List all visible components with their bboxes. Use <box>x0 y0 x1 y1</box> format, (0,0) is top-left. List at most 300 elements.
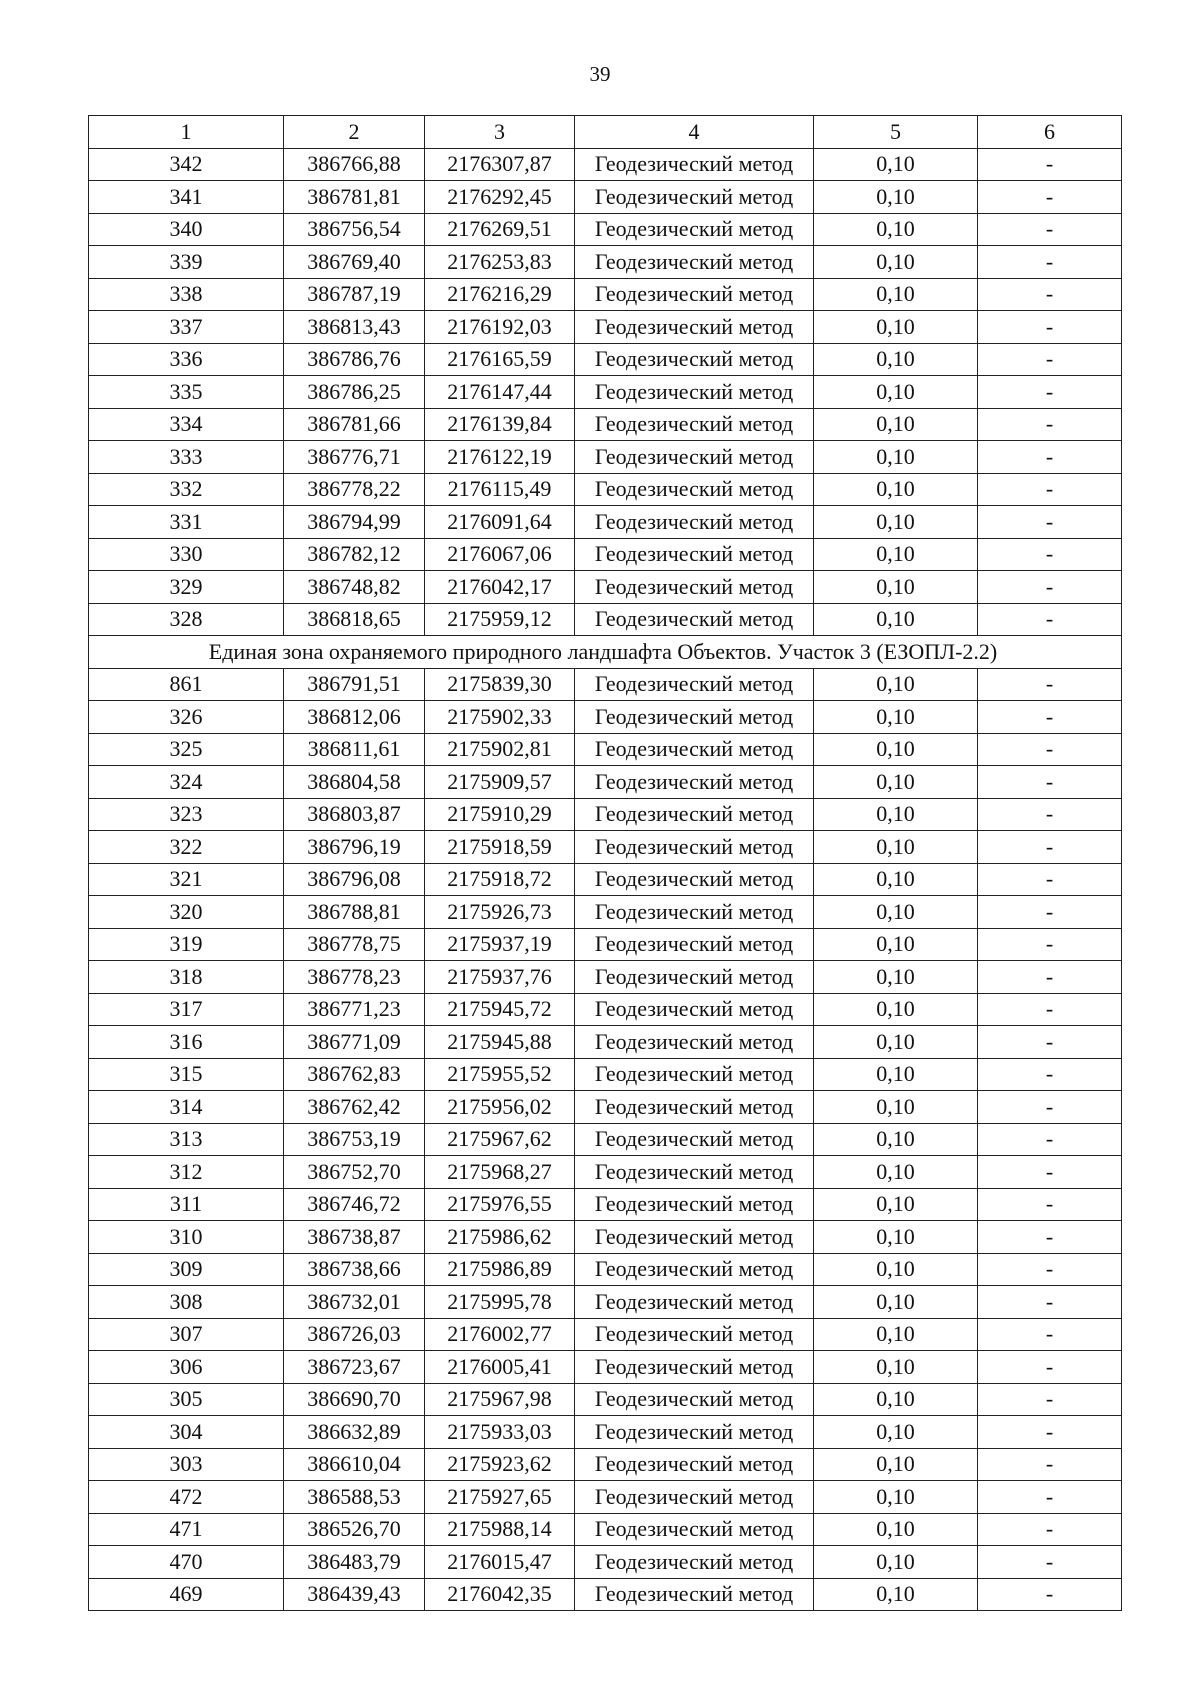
table-cell: 0,10 <box>814 831 978 864</box>
table-cell: 321 <box>89 863 284 896</box>
table-cell: 2175909,57 <box>425 766 575 799</box>
table-cell: 0,10 <box>814 863 978 896</box>
table-cell: 322 <box>89 831 284 864</box>
table-cell: 2176292,45 <box>425 181 575 214</box>
table-cell: 2176216,29 <box>425 278 575 311</box>
table-cell: - <box>978 863 1122 896</box>
table-cell: 319 <box>89 928 284 961</box>
table-cell: - <box>978 993 1122 1026</box>
table-row <box>89 733 1122 766</box>
table-row <box>89 246 1122 279</box>
table-cell: Геодезический метод <box>575 473 814 506</box>
table-cell: - <box>978 1156 1122 1189</box>
table-row <box>89 181 1122 214</box>
table-cell: 386804,58 <box>284 766 425 799</box>
table-cell: 2175918,72 <box>425 863 575 896</box>
table-cell: Геодезический метод <box>575 1026 814 1059</box>
table-cell: 386788,81 <box>284 896 425 929</box>
column-header: 4 <box>575 116 814 149</box>
table-cell: 0,10 <box>814 1091 978 1124</box>
table-cell: Геодезический метод <box>575 1383 814 1416</box>
table-cell: 386610,04 <box>284 1448 425 1481</box>
table-cell: 0,10 <box>814 668 978 701</box>
table-cell: - <box>978 1253 1122 1286</box>
table-cell: Геодезический метод <box>575 1578 814 1611</box>
table-cell: 0,10 <box>814 993 978 1026</box>
table-cell: 305 <box>89 1383 284 1416</box>
table-cell: Геодезический метод <box>575 928 814 961</box>
column-header: 2 <box>284 116 425 149</box>
table-cell: 469 <box>89 1578 284 1611</box>
table-cell: 386803,87 <box>284 798 425 831</box>
table-cell: 0,10 <box>814 148 978 181</box>
table-cell: 2175956,02 <box>425 1091 575 1124</box>
table-row <box>89 896 1122 929</box>
table-cell: 0,10 <box>814 1448 978 1481</box>
table-cell: 0,10 <box>814 1286 978 1319</box>
table-cell: 342 <box>89 148 284 181</box>
table-cell: 0,10 <box>814 278 978 311</box>
table-cell: Геодезический метод <box>575 1221 814 1254</box>
table-cell: 311 <box>89 1188 284 1221</box>
table-cell: Геодезический метод <box>575 1318 814 1351</box>
table-cell: 386762,83 <box>284 1058 425 1091</box>
table-cell: 0,10 <box>814 213 978 246</box>
coordinates-table <box>88 115 1122 1611</box>
table-cell: 0,10 <box>814 408 978 441</box>
table-cell: 386771,23 <box>284 993 425 1026</box>
table-cell: 386778,22 <box>284 473 425 506</box>
table-cell: 386732,01 <box>284 1286 425 1319</box>
table-cell: 2176042,35 <box>425 1578 575 1611</box>
table-cell: 386738,66 <box>284 1253 425 1286</box>
table-cell: Геодезический метод <box>575 1123 814 1156</box>
table-row <box>89 1123 1122 1156</box>
table-cell: 2176307,87 <box>425 148 575 181</box>
table-cell: - <box>978 1513 1122 1546</box>
table-cell: 386781,66 <box>284 408 425 441</box>
table-cell: 332 <box>89 473 284 506</box>
table-cell: 337 <box>89 311 284 344</box>
table-cell: 386690,70 <box>284 1383 425 1416</box>
table-body-after-section <box>89 668 1122 1611</box>
table-cell: 341 <box>89 181 284 214</box>
table-cell: 0,10 <box>814 1058 978 1091</box>
table-cell: 386769,40 <box>284 246 425 279</box>
table-cell: 0,10 <box>814 766 978 799</box>
table-cell: - <box>978 896 1122 929</box>
table-cell: 2176015,47 <box>425 1546 575 1579</box>
table-cell: 307 <box>89 1318 284 1351</box>
table-row <box>89 538 1122 571</box>
table-cell: - <box>978 961 1122 994</box>
table-cell: 339 <box>89 246 284 279</box>
table-cell: 386483,79 <box>284 1546 425 1579</box>
table-cell: 320 <box>89 896 284 929</box>
table-cell: 386818,65 <box>284 603 425 636</box>
table-row <box>89 148 1122 181</box>
table-cell: 386439,43 <box>284 1578 425 1611</box>
table-cell: 386786,76 <box>284 343 425 376</box>
table-cell: 2176005,41 <box>425 1351 575 1384</box>
table-cell: 0,10 <box>814 441 978 474</box>
table-cell: 386748,82 <box>284 571 425 604</box>
table-cell: 0,10 <box>814 928 978 961</box>
table-cell: 0,10 <box>814 1318 978 1351</box>
page-number: 39 <box>589 62 611 86</box>
table-cell: 2176147,44 <box>425 376 575 409</box>
table-row <box>89 1513 1122 1546</box>
table-row <box>89 311 1122 344</box>
table-cell: - <box>978 1351 1122 1384</box>
table-cell: Геодезический метод <box>575 993 814 1026</box>
table-cell: 0,10 <box>814 311 978 344</box>
column-header: 3 <box>425 116 575 149</box>
table-cell: - <box>978 571 1122 604</box>
table-row <box>89 668 1122 701</box>
table-row <box>89 213 1122 246</box>
table-cell: Геодезический метод <box>575 1156 814 1189</box>
table-cell: - <box>978 311 1122 344</box>
table-cell: Геодезический метод <box>575 766 814 799</box>
table-cell: 325 <box>89 733 284 766</box>
table-cell: 0,10 <box>814 1123 978 1156</box>
table-cell: Геодезический метод <box>575 148 814 181</box>
table-cell: 0,10 <box>814 798 978 831</box>
table-cell: 0,10 <box>814 571 978 604</box>
column-header: 5 <box>814 116 978 149</box>
table-cell: 2176042,17 <box>425 571 575 604</box>
table-cell: Геодезический метод <box>575 246 814 279</box>
table-cell: 306 <box>89 1351 284 1384</box>
table-cell: - <box>978 538 1122 571</box>
table-cell: - <box>978 1286 1122 1319</box>
table-cell: Геодезический метод <box>575 603 814 636</box>
table-row <box>89 1091 1122 1124</box>
table-cell: - <box>978 831 1122 864</box>
table-cell: 2175926,73 <box>425 896 575 929</box>
table-cell: 386762,42 <box>284 1091 425 1124</box>
table-row <box>89 1546 1122 1579</box>
table-row <box>89 603 1122 636</box>
table-cell: - <box>978 1221 1122 1254</box>
table-cell: 316 <box>89 1026 284 1059</box>
table-cell: 2176253,83 <box>425 246 575 279</box>
table-cell: 386811,61 <box>284 733 425 766</box>
table-cell: 386723,67 <box>284 1351 425 1384</box>
table-row <box>89 1578 1122 1611</box>
table-row <box>89 441 1122 474</box>
table-cell: - <box>978 1058 1122 1091</box>
table-cell: - <box>978 148 1122 181</box>
table-cell: Геодезический метод <box>575 1058 814 1091</box>
table-cell: - <box>978 1026 1122 1059</box>
table-cell: 0,10 <box>814 701 978 734</box>
table-cell: 386787,19 <box>284 278 425 311</box>
table-cell: 313 <box>89 1123 284 1156</box>
table-cell: 0,10 <box>814 343 978 376</box>
table-row <box>89 961 1122 994</box>
table-cell: 0,10 <box>814 1026 978 1059</box>
table-cell: 2176165,59 <box>425 343 575 376</box>
table-cell: 386794,99 <box>284 506 425 539</box>
table-cell: Геодезический метод <box>575 1188 814 1221</box>
table-cell: 386796,19 <box>284 831 425 864</box>
table-cell: Геодезический метод <box>575 376 814 409</box>
table-cell: Геодезический метод <box>575 733 814 766</box>
table-cell: 312 <box>89 1156 284 1189</box>
table-cell: 0,10 <box>814 896 978 929</box>
table-cell: 310 <box>89 1221 284 1254</box>
table-cell: 471 <box>89 1513 284 1546</box>
table-cell: 861 <box>89 668 284 701</box>
table-cell: 314 <box>89 1091 284 1124</box>
table-cell: 386791,51 <box>284 668 425 701</box>
table-cell: - <box>978 1091 1122 1124</box>
table-cell: 386813,43 <box>284 311 425 344</box>
table-cell: Геодезический метод <box>575 311 814 344</box>
table-cell: 2176067,06 <box>425 538 575 571</box>
table-cell: 2175937,76 <box>425 961 575 994</box>
table-cell: 0,10 <box>814 1513 978 1546</box>
table-row <box>89 408 1122 441</box>
table-cell: 304 <box>89 1416 284 1449</box>
table-cell: 386746,72 <box>284 1188 425 1221</box>
table-row <box>89 798 1122 831</box>
table-cell: Геодезический метод <box>575 1546 814 1579</box>
table-cell: 386778,23 <box>284 961 425 994</box>
table-cell: 0,10 <box>814 1221 978 1254</box>
table-cell: 340 <box>89 213 284 246</box>
table-cell: Геодезический метод <box>575 1091 814 1124</box>
table-row <box>89 928 1122 961</box>
table-cell: - <box>978 733 1122 766</box>
table-cell: 386812,06 <box>284 701 425 734</box>
table-row <box>89 766 1122 799</box>
table-cell: 0,10 <box>814 1481 978 1514</box>
table-row <box>89 863 1122 896</box>
table-cell: 2176192,03 <box>425 311 575 344</box>
table-cell: - <box>978 1383 1122 1416</box>
table-cell: 386782,12 <box>284 538 425 571</box>
table-cell: 0,10 <box>814 1253 978 1286</box>
table-row <box>89 571 1122 604</box>
table-cell: - <box>978 603 1122 636</box>
table-cell: 329 <box>89 571 284 604</box>
table-row <box>89 1448 1122 1481</box>
table-cell: Геодезический метод <box>575 408 814 441</box>
table-cell: 2175986,89 <box>425 1253 575 1286</box>
table-cell: 2176269,51 <box>425 213 575 246</box>
table-cell: 0,10 <box>814 1351 978 1384</box>
table-cell: 0,10 <box>814 603 978 636</box>
table-cell: - <box>978 766 1122 799</box>
table-cell: - <box>978 246 1122 279</box>
table-cell: Геодезический метод <box>575 1416 814 1449</box>
table-cell: - <box>978 1188 1122 1221</box>
table-cell: 2175839,30 <box>425 668 575 701</box>
table-cell: Геодезический метод <box>575 896 814 929</box>
table-cell: 2175967,98 <box>425 1383 575 1416</box>
table-cell: 0,10 <box>814 181 978 214</box>
table-cell: Геодезический метод <box>575 571 814 604</box>
table-cell: - <box>978 928 1122 961</box>
table-cell: 2175918,59 <box>425 831 575 864</box>
table-cell: 386588,53 <box>284 1481 425 1514</box>
table-cell: Геодезический метод <box>575 701 814 734</box>
table-cell: - <box>978 701 1122 734</box>
table-cell: - <box>978 506 1122 539</box>
table-cell: 334 <box>89 408 284 441</box>
table-cell: 2176122,19 <box>425 441 575 474</box>
table-cell: Геодезический метод <box>575 1286 814 1319</box>
table-cell: 2175945,72 <box>425 993 575 1026</box>
table-cell: 2175986,62 <box>425 1221 575 1254</box>
table-cell: Геодезический метод <box>575 831 814 864</box>
table-cell: 470 <box>89 1546 284 1579</box>
table-row <box>89 1286 1122 1319</box>
table-row <box>89 506 1122 539</box>
table-cell: 386753,19 <box>284 1123 425 1156</box>
table-row <box>89 1221 1122 1254</box>
table-cell: 0,10 <box>814 1383 978 1416</box>
table-cell: - <box>978 668 1122 701</box>
table-cell: 0,10 <box>814 246 978 279</box>
table-cell: - <box>978 798 1122 831</box>
table-cell: 309 <box>89 1253 284 1286</box>
column-header: 6 <box>978 116 1122 149</box>
table-cell: - <box>978 343 1122 376</box>
table-cell: 386781,81 <box>284 181 425 214</box>
table-cell: - <box>978 1546 1122 1579</box>
table-cell: Геодезический метод <box>575 343 814 376</box>
table-cell: 472 <box>89 1481 284 1514</box>
table-row <box>89 1026 1122 1059</box>
table-row <box>89 376 1122 409</box>
table-cell: 315 <box>89 1058 284 1091</box>
table-row <box>89 1481 1122 1514</box>
table-cell: 386766,88 <box>284 148 425 181</box>
table-header-row <box>89 116 1122 149</box>
table-cell: Геодезический метод <box>575 668 814 701</box>
table-cell: Геодезический метод <box>575 181 814 214</box>
table-cell: 386771,09 <box>284 1026 425 1059</box>
table-cell: Геодезический метод <box>575 441 814 474</box>
table-cell: 2175968,27 <box>425 1156 575 1189</box>
table-cell: - <box>978 278 1122 311</box>
table-cell: Геодезический метод <box>575 961 814 994</box>
table-cell: 317 <box>89 993 284 1026</box>
table-cell: 318 <box>89 961 284 994</box>
table-cell: 0,10 <box>814 473 978 506</box>
table-row <box>89 831 1122 864</box>
table-cell: 2175927,65 <box>425 1481 575 1514</box>
table-cell: 2175967,62 <box>425 1123 575 1156</box>
table-cell: Геодезический метод <box>575 538 814 571</box>
table-cell: Геодезический метод <box>575 863 814 896</box>
table-cell: 386786,25 <box>284 376 425 409</box>
table-cell: - <box>978 441 1122 474</box>
table-cell: 2175945,88 <box>425 1026 575 1059</box>
table-cell: 2175995,78 <box>425 1286 575 1319</box>
table-row <box>89 278 1122 311</box>
table-cell: 386778,75 <box>284 928 425 961</box>
table-cell: 330 <box>89 538 284 571</box>
table-cell: - <box>978 1578 1122 1611</box>
table-cell: - <box>978 408 1122 441</box>
table-cell: 328 <box>89 603 284 636</box>
table-cell: 2175933,03 <box>425 1416 575 1449</box>
table-cell: 2175988,14 <box>425 1513 575 1546</box>
column-header: 1 <box>89 116 284 149</box>
table-cell: - <box>978 1123 1122 1156</box>
table-cell: - <box>978 473 1122 506</box>
table-cell: 0,10 <box>814 1156 978 1189</box>
table-cell: 0,10 <box>814 733 978 766</box>
table-cell: - <box>978 1416 1122 1449</box>
table-row <box>89 473 1122 506</box>
table-row <box>89 1058 1122 1091</box>
table-cell: 2176091,64 <box>425 506 575 539</box>
table-cell: - <box>978 213 1122 246</box>
section-title: Единая зона охраняемого природного ландшафта Объектов. Участок 3 (ЕЗОПЛ-2.2) <box>89 636 1122 669</box>
table-row <box>89 1416 1122 1449</box>
table-cell: 386752,70 <box>284 1156 425 1189</box>
table-cell: 338 <box>89 278 284 311</box>
table-cell: 0,10 <box>814 1578 978 1611</box>
table-cell: 386726,03 <box>284 1318 425 1351</box>
table-cell: - <box>978 181 1122 214</box>
table-cell: 386796,08 <box>284 863 425 896</box>
table-cell: 336 <box>89 343 284 376</box>
table-cell: 326 <box>89 701 284 734</box>
table-cell: 2175959,12 <box>425 603 575 636</box>
table-row <box>89 1318 1122 1351</box>
table-cell: 2175910,29 <box>425 798 575 831</box>
table-body-before-section <box>89 148 1122 636</box>
table-cell: Геодезический метод <box>575 1351 814 1384</box>
table-cell: 2175902,81 <box>425 733 575 766</box>
table-cell: 386632,89 <box>284 1416 425 1449</box>
table-row <box>89 1156 1122 1189</box>
table-cell: - <box>978 1318 1122 1351</box>
table-cell: 331 <box>89 506 284 539</box>
table-cell: 0,10 <box>814 1188 978 1221</box>
table-cell: 386738,87 <box>284 1221 425 1254</box>
table-cell: 0,10 <box>814 1416 978 1449</box>
table-cell: Геодезический метод <box>575 1448 814 1481</box>
table-row <box>89 1253 1122 1286</box>
table-cell: 323 <box>89 798 284 831</box>
table-cell: 2175923,62 <box>425 1448 575 1481</box>
section-title-row <box>89 636 1122 669</box>
table-cell: 2176139,84 <box>425 408 575 441</box>
table-cell: 333 <box>89 441 284 474</box>
table-row <box>89 1188 1122 1221</box>
table-cell: Геодезический метод <box>575 798 814 831</box>
table-cell: 2176002,77 <box>425 1318 575 1351</box>
table-row <box>89 343 1122 376</box>
table-cell: 2176115,49 <box>425 473 575 506</box>
table-cell: 303 <box>89 1448 284 1481</box>
table-row <box>89 1383 1122 1416</box>
table-row <box>89 701 1122 734</box>
table-cell: 386756,54 <box>284 213 425 246</box>
table-cell: Геодезический метод <box>575 1513 814 1546</box>
table-cell: - <box>978 1448 1122 1481</box>
table-cell: 0,10 <box>814 961 978 994</box>
table-cell: - <box>978 376 1122 409</box>
